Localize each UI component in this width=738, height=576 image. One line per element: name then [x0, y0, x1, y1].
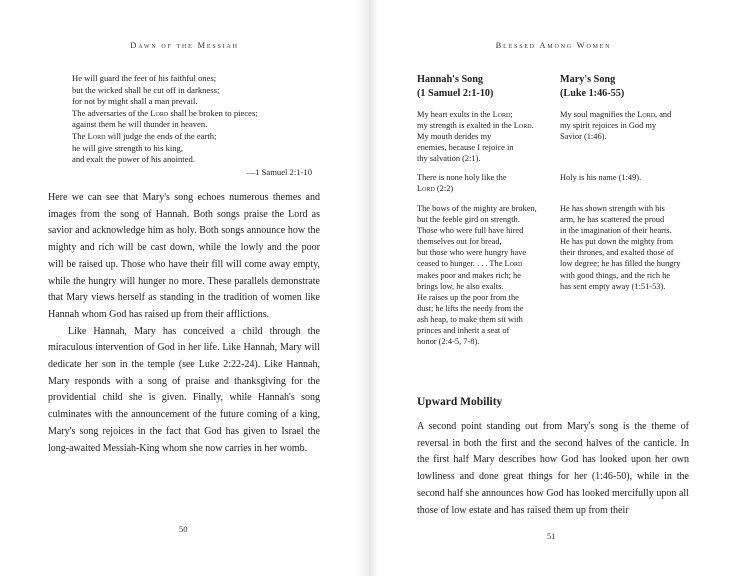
verse-line: My mouth derides my [417, 132, 492, 142]
page-number: 50 [179, 524, 188, 534]
body-text [417, 419, 689, 519]
verse-line: ash heap, to make them sit with [417, 314, 523, 324]
paragraph: Here we can see that Mary's song echoes numerous themes and images from the song of Hannah. Both songs praise the Lord as savior and acknowledge him as holy. Both songs announce how the mighty and rich will be cast down, while the lowly and the poor will be raised up. Those who have their fill will come away empty, while the hungry will hunger no more. These parallels demonstrate that Mary views herself as standing in the tradition of women like Hannah whom God has raised up from their afflictions. [48, 192, 320, 320]
column-heading-reference: (1 Samuel 2:1-10) [417, 88, 494, 99]
poem-line: The Lord will judge the ends of the earth; [72, 130, 217, 141]
column-heading-reference: (Luke 1:46-55) [560, 88, 625, 99]
gutter-shadow [369, 0, 379, 576]
verse-cell [417, 203, 537, 347]
verse-line: but those who were hungry have [417, 248, 527, 258]
verse-line: Lord (2:2) [417, 184, 454, 194]
verse-line: their thrones, and exalted those of [560, 248, 674, 258]
poem-citation: —1 Samuel 2:1-10 [246, 166, 312, 177]
verse-line: has sent empty away (1:51-53). [560, 281, 666, 291]
verse-line: my spirit rejoices in God my [560, 121, 657, 131]
verse-line: dust; he lifts the needy from the [417, 303, 524, 313]
hannah-column [417, 73, 552, 347]
right-page [369, 0, 738, 576]
running-head: Blessed Among Women [495, 40, 612, 50]
verse-line: themselves out for bread, [417, 237, 502, 247]
verse-cell [560, 203, 680, 292]
verse-line: in the imagination of their hearts. [560, 226, 672, 236]
mary-column [560, 73, 688, 291]
poem-quotation [72, 73, 312, 178]
verse-cell [417, 172, 507, 194]
paragraph: Like Hannah, Mary has conceived a child through the miraculous intervention of God in her life. Like Hannah, Mary will dedicate her son in the temple (see Luke 2:22-24). Like Hannah, Mary responds with a song of praise and thanksgiving for the providential child she is given. Finally, while Hannah's song culminates with the announcement of the future coming of a king, Mary's song rejoices in the fact that God has given to Israel the long-awaited Messiah-King whom she now carries in her womb. [48, 325, 320, 454]
column-heading [417, 73, 552, 101]
verse-cell [560, 172, 641, 183]
verse-cell [560, 109, 671, 142]
column-heading-title: Mary's Song [560, 74, 616, 85]
running-head: Dawn of the Messiah [130, 40, 239, 50]
poem-line: He will guard the feet of his faithful ones; [72, 73, 217, 83]
page-number: 51 [547, 531, 556, 541]
verse-line: princes and inherit a seat of [417, 326, 510, 336]
column-heading-title: Hannah's Song [417, 74, 483, 85]
poem-line: against them he will thunder in heaven. [72, 119, 208, 130]
verse-line: honor (2:4-5, 7-8). [417, 337, 480, 347]
paragraph: A second point standing out from Mary's song is the theme of reversal in both the first and the second halves of the canticle. In the first half Mary describes how God has looked upon her own lowliness and done great things for her (1:46-50), while in the second half she announces how God has looked mercifully upon all those of low estate and has raised them up from their [417, 421, 689, 516]
poem-line: he will give strength to his king, [72, 142, 183, 153]
verse-line: Those who were full have hired [417, 226, 524, 236]
verse-line: arm, he has scattered the proud [560, 215, 665, 225]
verse-line: low degree; he has filled the hungry [560, 259, 681, 269]
poem-line: and exalt the power of his anointed. [72, 154, 195, 165]
body-text [48, 190, 320, 457]
section-heading: Upward Mobility [417, 396, 503, 408]
verse-line: brings low, he also exalts. [417, 281, 504, 291]
verse-line: He has put down the mighty from [560, 237, 674, 247]
verse-line: Holy is his name (1:49). [560, 173, 642, 182]
column-heading [560, 73, 688, 101]
verse-line: He has shown strength with his [560, 204, 665, 213]
verse-line: with good things, and the rich he [560, 270, 671, 280]
verse-line: my strength is exalted in the Lord. [417, 121, 534, 131]
poem-line: for not by might shall a man prevail. [72, 96, 198, 107]
poem-line: but the wicked shall be cut off in darkness; [72, 84, 220, 95]
verse-line: enemies, because I rejoice in [417, 143, 514, 153]
verse-line: There is none holy like the [417, 173, 507, 182]
verse-line: The bows of the mighty are broken, [417, 204, 537, 213]
verse-line: thy salvation (2:1). [417, 154, 481, 164]
verse-line: My heart exults in the Lord; [417, 110, 513, 119]
verse-line: but the feeble gird on strength. [417, 215, 520, 225]
verse-line: He raises up the poor from the [417, 292, 519, 302]
verse-line: Savior (1:46). [560, 132, 607, 142]
gutter-shadow [355, 0, 369, 576]
verse-cell [417, 109, 534, 164]
verse-line: makes poor and makes rich; he [417, 270, 521, 280]
verse-line: ceased to hunger. . . . The Lord [417, 259, 523, 269]
poem-line: The adversaries of the Lord shall be broken to pieces; [72, 107, 258, 118]
verse-line: My soul magnifies the Lord, and [560, 110, 672, 119]
